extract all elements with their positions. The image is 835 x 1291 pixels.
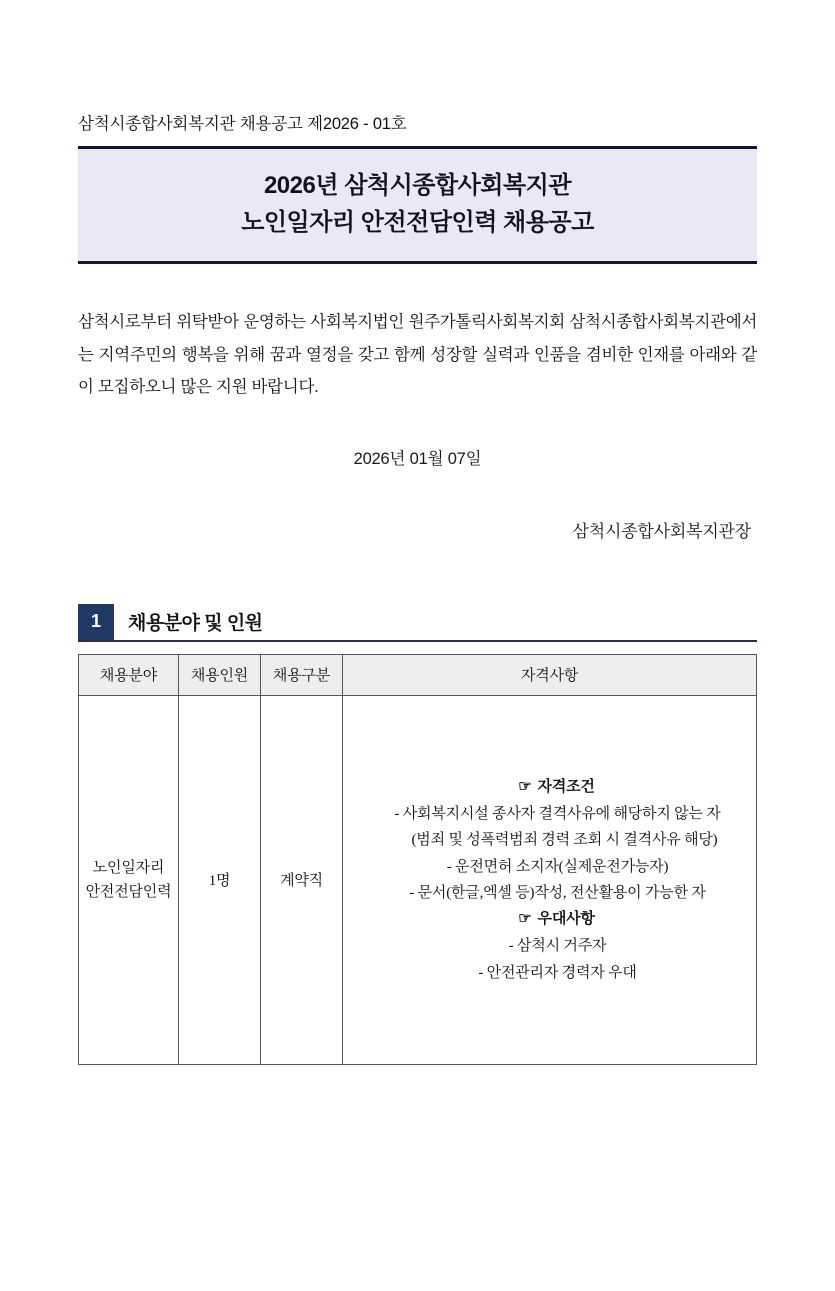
title-line-1: 2026년 삼척시종합사회복지관	[263, 172, 572, 199]
section-title: 채용분야 및 인원	[128, 613, 263, 635]
document-page	[0, 110, 835, 1291]
column-header-qualification: 자격사항	[343, 654, 757, 695]
title-line-2: 노인일자리 안전전담인력 채용공고	[241, 209, 594, 237]
qualification-group-2-label: 우대사항	[537, 911, 595, 928]
qualification-item: - 문서(한글,엑셀 등)작성, 전산활용이 가능한 자	[409, 884, 706, 901]
intro-paragraph	[78, 306, 757, 403]
pointer-icon: ☞	[518, 911, 532, 928]
title-banner	[78, 146, 757, 264]
cell-headcount: 1명	[179, 695, 261, 1064]
recruitment-table	[78, 654, 757, 1065]
cell-field	[79, 695, 179, 1064]
section-header	[78, 604, 757, 642]
table-row	[79, 695, 757, 1064]
pointer-icon: ☞	[518, 778, 532, 795]
intro-text: 삼척시로부터 위탁받아 운영하는 사회복지법인 원주가톨릭사회복지회 삼척시종합사회복지관에서는 지역주민의 행복을 위해 꿈과 열정을 갖고 함께 성장할 실력과 인품을 겸비한 인재를 아래와 같이 모집하오니 많은 지원 바랍니다.	[78, 313, 757, 396]
preference-item: - 안전관리자 경력자 우대	[478, 964, 637, 981]
qualification-group-1-title	[371, 774, 742, 800]
signer-name: 삼척시종합사회복지관장	[572, 521, 751, 541]
cell-field-line-2: 안전전담인력	[85, 883, 172, 900]
section-recruitment-fields	[78, 604, 757, 1065]
qualification-group-2-title	[371, 906, 742, 932]
column-header-type: 채용구분	[261, 654, 343, 695]
cell-qualification	[343, 695, 757, 1064]
preference-item: - 삼척시 거주자	[508, 938, 607, 955]
qualification-item: - 운전면허 소지자(실제운전가능자)	[446, 858, 669, 875]
table-header-row	[79, 654, 757, 695]
section-number-badge: 1	[78, 604, 114, 640]
column-header-headcount: 채용인원	[179, 654, 261, 695]
qualification-item: (범죄 및 성폭력범죄 경력 조회 시 결격사유 해당)	[411, 832, 718, 849]
cell-employment-type: 계약직	[261, 695, 343, 1064]
cell-field-line-1: 노인일자리	[92, 859, 165, 876]
column-header-field: 채용분야	[79, 654, 179, 695]
qualification-group-1-label: 자격조건	[537, 778, 595, 795]
document-number: 삼척시종합사회복지관 채용공고 제2026 - 01호	[78, 115, 407, 133]
qualification-item: - 사회복지시설 종사자 결격사유에 해당하지 않는 자	[394, 806, 721, 823]
announcement-date: 2026년 01월 07일	[353, 449, 482, 468]
